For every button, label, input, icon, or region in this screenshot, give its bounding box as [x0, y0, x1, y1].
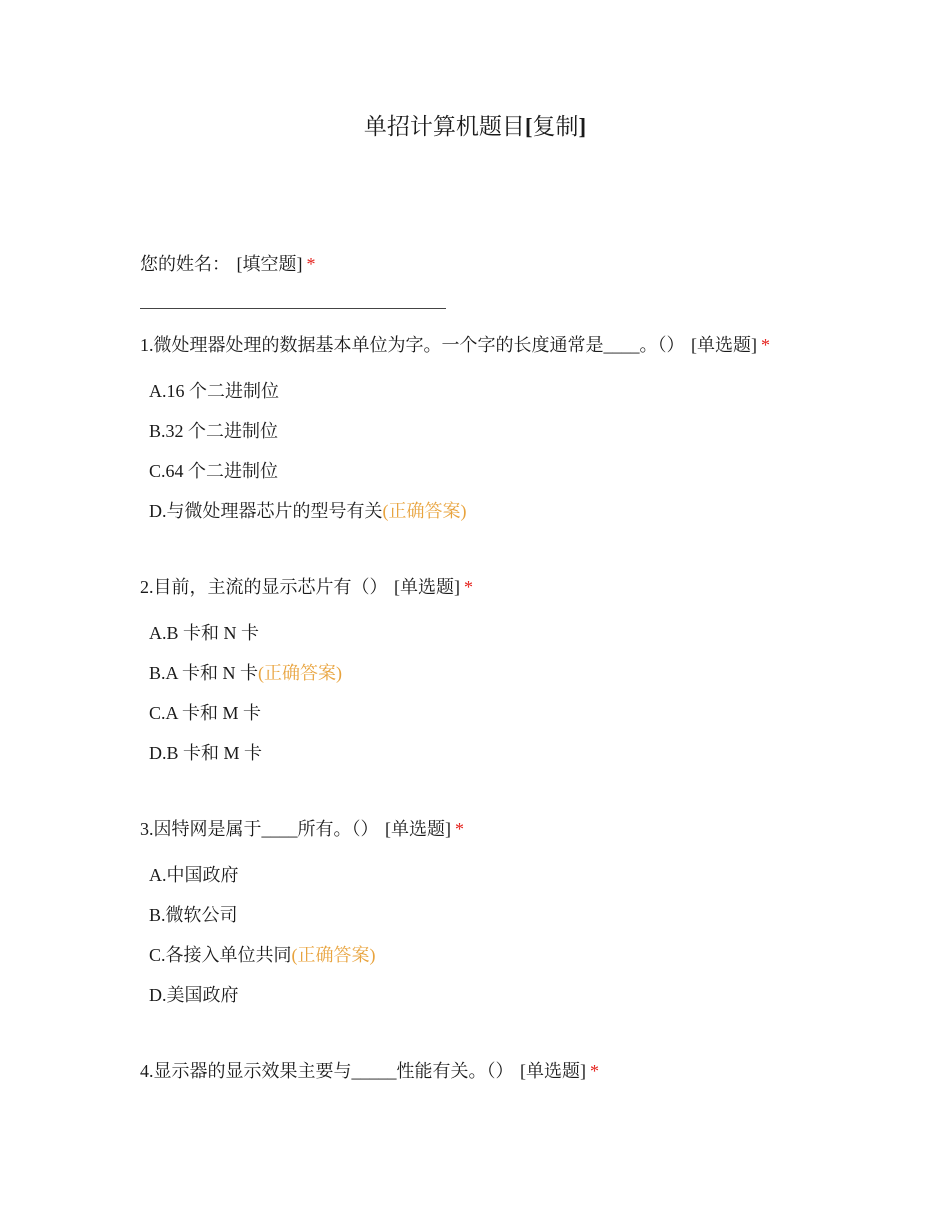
required-mark: *: [306, 254, 316, 274]
name-question-label: 您的姓名：: [140, 254, 230, 274]
question-text: 3.因特网是属于____所有。（）: [140, 819, 379, 839]
question-title: [140, 575, 473, 599]
question-title: [140, 333, 770, 357]
option-text: D.美国政府: [149, 985, 239, 1005]
option-text: C.各接入单位共同: [149, 945, 292, 965]
question-text: 1.微处理器处理的数据基本单位为字。一个字的长度通常是____。（）: [140, 335, 685, 355]
option-text: B.32 个二进制位: [149, 421, 279, 441]
required-mark: *: [590, 1061, 599, 1081]
page-title-suffix: 复制: [532, 114, 579, 139]
option-item: [149, 419, 278, 443]
option-item: [149, 863, 239, 887]
question-title: [140, 817, 464, 841]
option-text: D.与微处理器芯片的型号有关: [149, 501, 383, 521]
option-text: D.B 卡和 M 卡: [149, 743, 263, 763]
option-text: A.16 个二进制位: [149, 381, 279, 401]
page-title-bracket-close: ]: [578, 114, 587, 139]
option-item: [149, 499, 467, 523]
name-question-title: [140, 252, 316, 276]
question-type: [填空题]: [236, 254, 303, 274]
option-text: C.64 个二进制位: [149, 461, 279, 481]
question-title: [140, 1059, 599, 1083]
required-mark: *: [464, 577, 473, 597]
option-item: [149, 943, 376, 967]
page-title-main: 单招计算机题目: [363, 114, 525, 139]
option-text: A.中国政府: [149, 865, 239, 885]
correct-answer-label: (正确答案): [291, 945, 376, 965]
option-item: [149, 741, 262, 765]
option-item: [149, 903, 238, 927]
correct-answer-label: (正确答案): [258, 663, 343, 683]
correct-answer-label: (正确答案): [382, 501, 467, 521]
question-type: [单选题]: [385, 819, 451, 839]
option-item: [149, 701, 261, 725]
question-type: [单选题]: [691, 335, 757, 355]
option-text: A.B 卡和 N 卡: [149, 623, 260, 643]
question-text: 4.显示器的显示效果主要与_____性能有关。（）: [140, 1061, 514, 1081]
option-item: [149, 459, 278, 483]
option-text: B.A 卡和 N 卡: [149, 663, 259, 683]
page-title-bracket-open: [: [524, 114, 533, 139]
name-answer-field[interactable]: [140, 308, 446, 309]
option-item: [149, 661, 342, 685]
option-item: [149, 983, 239, 1007]
option-item: [149, 621, 259, 645]
page-title: [0, 112, 950, 142]
option-text: C.A 卡和 M 卡: [149, 703, 262, 723]
required-mark: *: [761, 335, 770, 355]
question-type: [单选题]: [520, 1061, 586, 1081]
question-text: 2.目前，主流的显示芯片有（）: [140, 577, 388, 597]
option-item: [149, 379, 279, 403]
required-mark: *: [455, 819, 464, 839]
option-text: B.微软公司: [149, 905, 238, 925]
question-type: [单选题]: [394, 577, 460, 597]
